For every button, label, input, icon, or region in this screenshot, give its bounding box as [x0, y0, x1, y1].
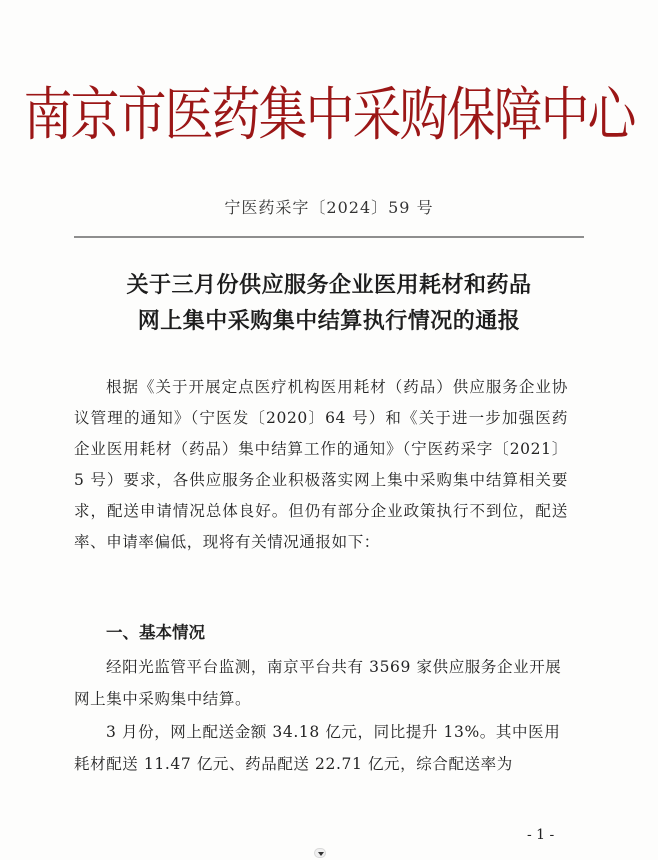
scroll-down-handle[interactable]	[314, 848, 326, 858]
section-heading-basic-situation: 一、基本情况	[106, 623, 205, 642]
title-line-1: 关于三月份供应服务企业医用耗材和药品	[126, 273, 532, 298]
title-line-2: 网上集中采购集中结算执行情况的通报	[137, 309, 521, 334]
document-title	[40, 268, 618, 340]
header-divider	[74, 236, 584, 238]
delivery-paragraph: 3 月份，网上配送金额 34.18 亿元，同比提升 13%。其中医用耗材配送 11.47 亿元、药品配送 22.71 亿元，综合配送率为	[74, 723, 561, 773]
intro-paragraph: 根据《关于开展定点医疗机构医用耗材（药品）供应服务企业协议管理的通知》（宁医发〔2020〕64 号）和《关于进一步加强医药企业医用耗材（药品）集中结算工作的通知》（宁医药采字〔2021〕5 号）要求，各供应服务企业积极落实网上集中采购集中结算相关要求，配送申请情况总体良好。但仍有部分企业政策执行不到位，配送率、申请率偏低，现将有关情况通报如下：	[74, 378, 568, 551]
document-number: 宁医药采字〔2024〕59 号	[224, 198, 434, 217]
monitoring-paragraph: 经阳光监管平台监测，南京平台共有 3569 家供应服务企业开展网上集中采购集中结算。	[74, 658, 562, 708]
page-number: - 1 -	[527, 827, 555, 843]
organization-header: 南京市医药集中采购保障中心	[23, 81, 635, 149]
